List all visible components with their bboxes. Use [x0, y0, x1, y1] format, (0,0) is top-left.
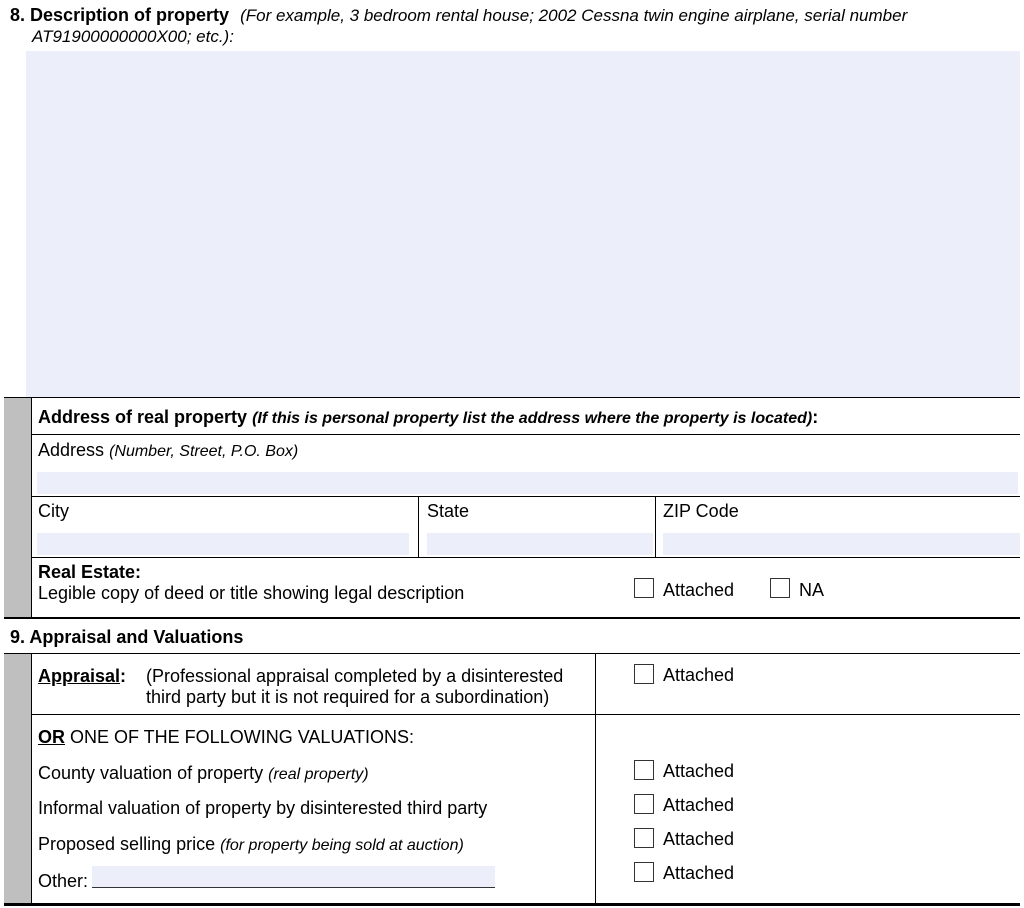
- valuation-hint: (for property being sold at auction): [220, 837, 464, 854]
- address-title: Address of real property: [38, 407, 248, 427]
- real-estate-attached-checkbox[interactable]: [634, 578, 654, 598]
- other-input[interactable]: [92, 866, 495, 888]
- appraisal-attached-checkbox[interactable]: [634, 664, 654, 684]
- valuation-left-border: [31, 654, 32, 904]
- address-label: Address: [38, 440, 105, 460]
- valuation-row-informal: [38, 798, 487, 819]
- real-estate-bottom-rule: [4, 617, 1020, 619]
- address-title-colon: :: [812, 407, 819, 427]
- section-8-title: Description of property: [30, 5, 230, 25]
- or-rest: ONE OF THE FOLLOWING VALUATIONS:: [65, 727, 415, 747]
- state-label: State: [427, 501, 470, 521]
- appraisal-label: Appraisal: [38, 666, 121, 686]
- valuation-column-divider: [595, 654, 596, 904]
- real-estate-title: Real Estate:: [38, 562, 142, 582]
- section-9-top-rule: [4, 653, 1020, 654]
- address-title-row: [38, 407, 818, 428]
- real-estate-na-checkbox[interactable]: [770, 578, 790, 598]
- city-label: City: [38, 501, 69, 521]
- state-zip-divider: [655, 497, 656, 557]
- other-valuation-attached-label: Attached: [663, 863, 735, 883]
- section-8-hint: (For example, 3 bedroom rental house; 2002 Cessna twin engine airplane, serial number: [240, 6, 908, 25]
- state-input[interactable]: [427, 533, 653, 555]
- address-top-rule: [4, 397, 1020, 398]
- valuation-label: Proposed selling price: [38, 834, 221, 854]
- city-row-rule: [31, 557, 1020, 558]
- informal-valuation-checkbox[interactable]: [634, 794, 654, 814]
- address-left-border: [31, 398, 32, 617]
- valuation-row-selling-price: [38, 834, 464, 855]
- section-8-heading: [10, 5, 907, 26]
- address-row-rule: [31, 496, 1020, 497]
- address-label-row: [38, 440, 298, 461]
- valuation-hint: (real property): [268, 766, 369, 783]
- appraisal-desc-line1: (Professional appraisal completed by a disinterested: [146, 666, 564, 686]
- address-input[interactable]: [37, 472, 1018, 494]
- section-8-hint-cont: AT91900000000X00; etc.):: [32, 27, 234, 46]
- other-label: Other:: [38, 871, 89, 891]
- valuation-bottom-rule: [4, 903, 1020, 906]
- real-estate-na-label: NA: [799, 580, 825, 600]
- valuation-row-county: [38, 763, 369, 784]
- address-title-rule: [31, 434, 1020, 435]
- city-input[interactable]: [37, 533, 409, 555]
- valuation-row-other: [38, 871, 88, 892]
- county-valuation-checkbox[interactable]: [634, 760, 654, 780]
- valuation-sidebar: [4, 654, 31, 904]
- selling-price-checkbox[interactable]: [634, 828, 654, 848]
- real-estate-description: Legible copy of deed or title showing legal description: [38, 583, 465, 603]
- property-description-textarea[interactable]: [26, 51, 1020, 397]
- or-label: OR: [38, 727, 65, 747]
- appraisal-colon: :: [120, 666, 127, 686]
- real-estate-attached-label: Attached: [663, 580, 735, 600]
- appraisal-attached-label: Attached: [663, 665, 735, 685]
- valuation-label: County valuation of property: [38, 763, 269, 783]
- city-state-divider: [418, 497, 419, 557]
- appraisal-desc-line2: third party but it is not required for a subordination): [146, 687, 550, 707]
- other-valuation-checkbox[interactable]: [634, 862, 654, 882]
- appraisal-bottom-rule: [31, 714, 1020, 715]
- address-title-hint: (If this is personal property list the address where the property is located): [252, 410, 813, 427]
- section-9-title: 9. Appraisal and Valuations: [10, 627, 244, 647]
- zip-input[interactable]: [663, 533, 1020, 555]
- valuation-label: Informal valuation of property by disinterested third party: [38, 798, 488, 818]
- appraisal-label-row: [38, 666, 126, 687]
- or-heading: [38, 727, 414, 748]
- section-8-number: 8.: [10, 5, 26, 25]
- address-label-hint: (Number, Street, P.O. Box): [109, 443, 299, 460]
- address-sidebar: [4, 398, 31, 617]
- selling-price-attached-label: Attached: [663, 829, 735, 849]
- county-valuation-attached-label: Attached: [663, 761, 735, 781]
- zip-label: ZIP Code: [663, 501, 739, 521]
- informal-valuation-attached-label: Attached: [663, 795, 735, 815]
